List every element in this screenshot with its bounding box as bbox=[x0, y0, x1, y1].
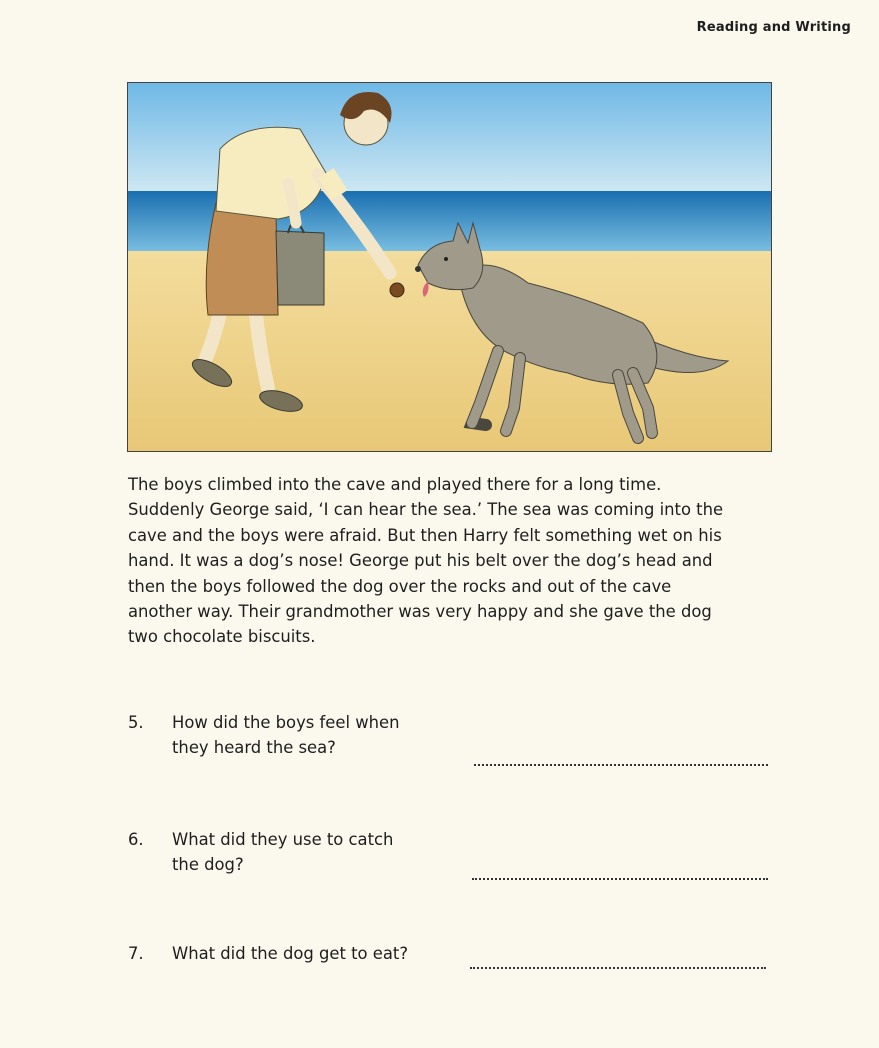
passage-line: cave and the boys were afraid. But then Harry felt something wet on his bbox=[128, 525, 722, 545]
question-text: What did the dog get to eat? bbox=[172, 944, 409, 963]
answer-line-6[interactable] bbox=[472, 878, 768, 880]
question-text bbox=[172, 827, 432, 877]
passage-line: another way. Their grandmother was very happy and she gave the dog bbox=[128, 602, 712, 622]
question-text-line: What did they use to catch bbox=[172, 830, 394, 849]
passage-line: then the boys followed the dog over the rocks and out of the cave bbox=[128, 576, 672, 596]
question-5 bbox=[128, 710, 778, 770]
question-number: 7. bbox=[128, 944, 144, 963]
beach-illustration bbox=[127, 82, 772, 452]
question-number: 5. bbox=[128, 713, 144, 732]
question-text bbox=[172, 710, 432, 760]
question-text-line: How did the boys feel when bbox=[172, 713, 400, 732]
reading-passage bbox=[128, 472, 768, 650]
passage-line: hand. It was a dog’s nose! George put his belt over the dog’s head and bbox=[128, 551, 713, 571]
answer-line-7[interactable] bbox=[470, 967, 766, 969]
answer-line-5[interactable] bbox=[474, 764, 768, 766]
beach-scene-image bbox=[128, 83, 771, 451]
passage-line: two chocolate biscuits. bbox=[128, 627, 316, 647]
question-number: 6. bbox=[128, 830, 144, 849]
passage-line: The boys climbed into the cave and played there for a long time. bbox=[128, 475, 662, 494]
question-text-line: they heard the sea? bbox=[172, 738, 336, 757]
passage-line: Suddenly George said, ‘I can hear the sea.’ The sea was coming into the bbox=[128, 500, 724, 520]
question-text-line: the dog? bbox=[172, 855, 244, 874]
section-label: Reading and Writing bbox=[696, 20, 851, 35]
